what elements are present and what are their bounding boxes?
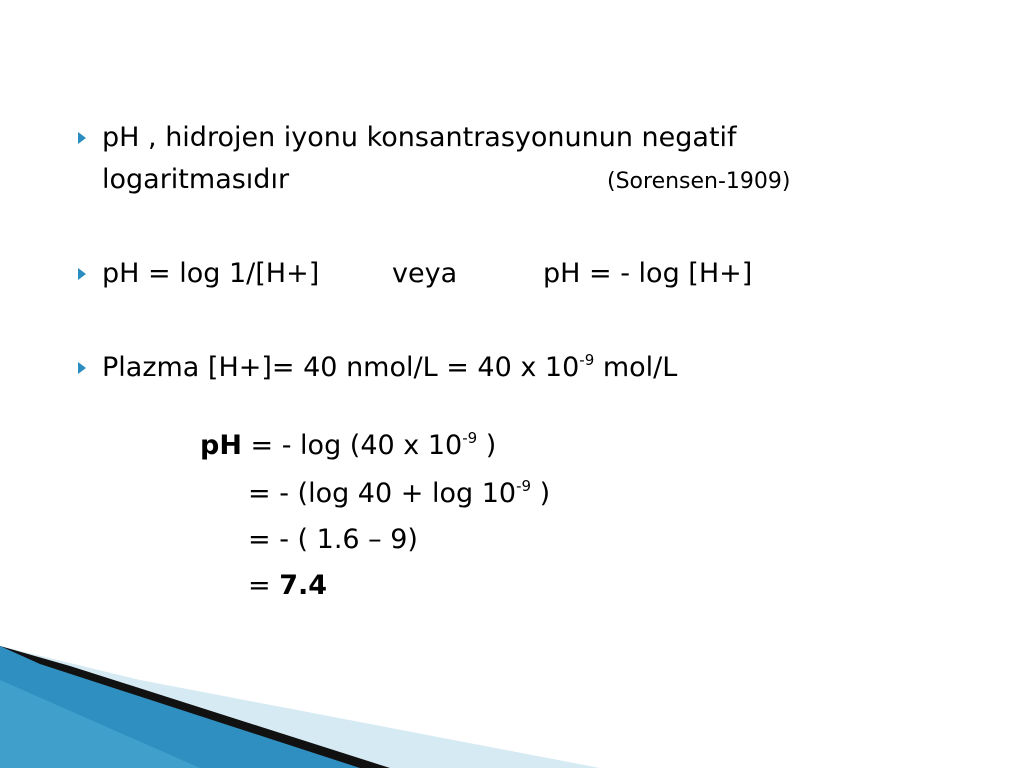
calc-step-2-exponent: -9 [516,477,532,495]
calc-step-2-post: ) [531,478,551,509]
calc-step-1-post: ) [477,430,497,461]
bullet-1-line-1: pH , hidrojen iyonu konsantrasyonunun negatif [102,122,737,153]
bullet-3-pre: Plazma [H+]= 40 nmol/L = 40 x 10 [102,352,580,383]
bullet-2-formula-a: pH = log 1/[H+] [102,258,320,289]
citation: (Sorensen-1909) [607,169,791,194]
bullet-3-exponent: -9 [579,351,595,369]
bullet-2-formula-b: pH = - log [H+] [543,258,753,289]
decorative-wave [0,640,620,768]
calc-step-1-pre: = - log (40 x 10 [241,430,463,461]
calc-step-4-eq: = [248,570,280,601]
calc-step-1-exponent: -9 [462,429,478,447]
calc-result: 7.4 [279,570,328,601]
calc-ph-label: pH [200,430,242,461]
bullet-1-line-2: logaritmasıdır [102,164,290,195]
bullet-2-connector: veya [392,258,458,289]
calc-step-4 [248,570,327,602]
bullet-3-post: mol/L [594,352,678,383]
calc-step-2-pre: = - (log 40 + log 10 [248,478,517,509]
calc-step-2 [248,478,550,510]
bullet-arrow-icon [78,132,86,144]
bullet-arrow-icon [78,268,86,280]
bullet-3-text [102,352,677,384]
bullet-arrow-icon [78,362,86,374]
calc-step-1 [200,430,496,462]
calc-step-3: = - ( 1.6 – 9) [248,524,418,555]
